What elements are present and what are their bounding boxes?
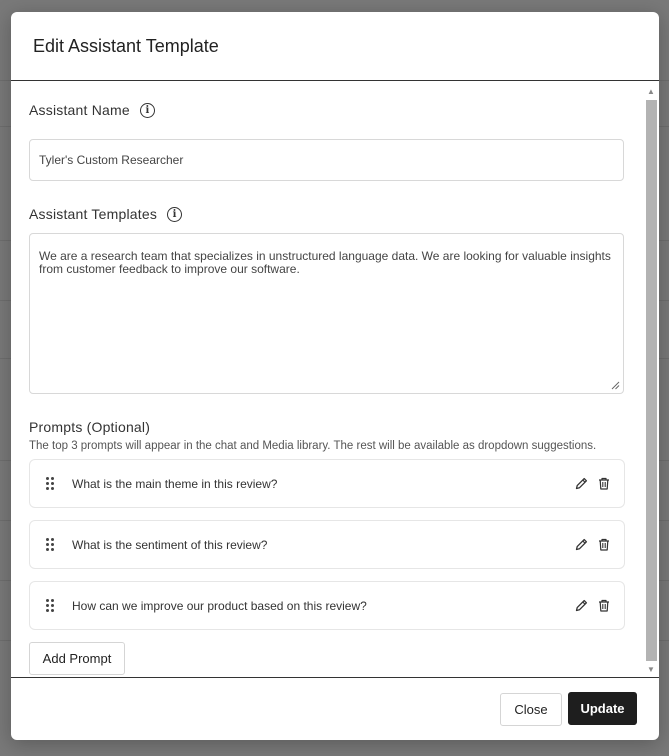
prompts-hint: The top 3 prompts will appear in the chat and Media library. The rest will be available as dropdown suggestions. [29, 440, 597, 452]
form-content [29, 81, 624, 675]
prompt-text: How can we improve our product based on this review? [72, 598, 367, 613]
prompt-item[interactable] [29, 459, 625, 508]
prompt-text: What is the sentiment of this review? [72, 537, 268, 552]
dialog-scrollbar[interactable] [645, 85, 657, 677]
pencil-icon[interactable] [575, 477, 588, 490]
trash-icon[interactable] [598, 538, 610, 551]
trash-icon[interactable] [598, 477, 610, 490]
assistant-name-label-row [29, 100, 624, 120]
resize-grip-icon[interactable] [611, 381, 620, 390]
add-prompt-button[interactable]: Add Prompt [29, 642, 125, 675]
assistant-name-input[interactable] [29, 139, 624, 181]
pencil-icon[interactable] [575, 599, 588, 612]
drag-handle-icon[interactable] [46, 599, 56, 613]
pencil-icon[interactable] [575, 538, 588, 551]
trash-icon[interactable] [598, 599, 610, 612]
assistant-name-value: Tyler's Custom Researcher [39, 153, 184, 167]
prompt-item[interactable] [29, 520, 625, 569]
assistant-templates-label: Assistant Templates [29, 206, 158, 222]
info-icon[interactable]: i [140, 103, 155, 118]
scroll-thumb[interactable] [646, 100, 657, 661]
dialog-title: Edit Assistant Template [33, 35, 219, 56]
scroll-down-icon[interactable]: ▼ [647, 665, 655, 674]
assistant-templates-label-row [29, 204, 624, 224]
dialog-body[interactable] [11, 81, 659, 677]
dialog-footer [11, 677, 659, 740]
info-icon[interactable]: i [167, 207, 182, 222]
edit-assistant-dialog [11, 12, 659, 740]
dialog-header [11, 12, 659, 81]
update-button[interactable]: Update [568, 692, 637, 725]
prompt-actions [575, 538, 610, 551]
close-button[interactable]: Close [500, 693, 562, 726]
drag-handle-icon[interactable] [46, 538, 56, 552]
assistant-name-label: Assistant Name [29, 102, 130, 118]
prompt-text: What is the main theme in this review? [72, 476, 278, 491]
assistant-templates-value: We are a research team that specializes in unstructured language data. We are looking for valuable insights from customer feedback to improve our software. [39, 249, 611, 276]
prompt-actions [575, 477, 610, 490]
prompts-title: Prompts (Optional) [29, 419, 151, 435]
drag-handle-icon[interactable] [46, 477, 56, 491]
prompt-actions [575, 599, 610, 612]
scroll-up-icon[interactable]: ▲ [647, 87, 655, 96]
prompt-item[interactable] [29, 581, 625, 630]
assistant-templates-textarea[interactable] [29, 233, 624, 394]
